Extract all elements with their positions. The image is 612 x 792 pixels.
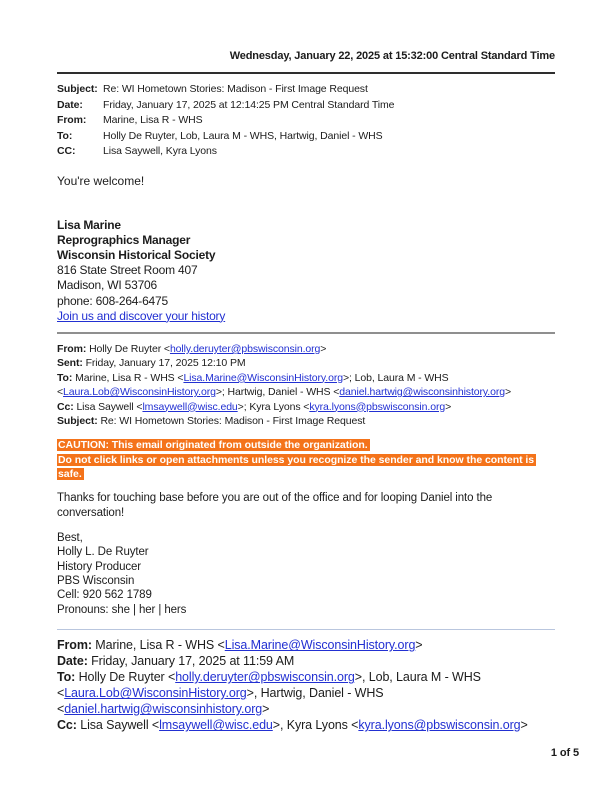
from-text-end: > [320,342,327,355]
subject-label: Subject: [57,414,98,427]
cc-text-2: >, Kyra Lyons < [272,718,359,733]
email-link[interactable]: holly.deruyter@pbswisconsin.org [169,342,321,355]
meta-value-date: Friday, January 17, 2025 at 12:14:25 PM Central Standard Time [103,98,395,111]
caution-line-1: CAUTION: This email originated from outside the organization. [58,439,368,452]
cc-label: Cc: [57,400,74,413]
meta-value-from: Marine, Lisa R - WHS [103,114,203,126]
from-text: Holly De Ruyter < [86,342,170,355]
signature-address-line1: 816 State Street Room 407 [57,263,198,278]
signature-closing: Best, [57,531,83,544]
quoted1-from-line [57,342,555,356]
cc-text-1: Lisa Saywell < [76,718,160,733]
to-text-4: > [504,386,512,399]
divider-light [57,629,555,630]
email-link[interactable]: holly.deruyter@pbswisconsin.org [175,670,355,685]
cc-text-2: >; Kyra Lyons < [237,400,310,413]
quoted2-to-line [57,669,555,717]
to-label: To: [57,670,76,685]
to-text-1: Marine, Lisa R - WHS < [72,371,184,384]
page-number: 1 of 5 [550,747,579,759]
meta-value-to: Holly De Ruyter, Lob, Laura M - WHS, Hartwig, Daniel - WHS [103,129,383,142]
sent-label: Sent: [57,357,83,370]
meta-value-subject: Re: WI Hometown Stories: Madison - First Image Request [103,83,368,95]
meta-row-from [57,113,394,129]
email-link[interactable]: daniel.hartwig@wisconsinhistory.org [64,702,263,717]
subject-text: Re: WI Hometown Stories: Madison - First Image Request [97,414,366,427]
to-text-3: >; Hartwig, Daniel - WHS < [215,386,340,399]
message-body: Thanks for touching base before you are out of the office and for looping Daniel into the conversation! [57,491,493,519]
quoted-email-header-1 [57,342,555,428]
to-text-3: >, Hartwig, Daniel - WHS < [57,686,384,717]
quoted2-cc-line [57,717,555,733]
meta-label-to: To: [57,129,73,142]
email-link[interactable]: kyra.lyons@pbswisconsin.org [309,400,446,413]
from-label: From: [57,638,92,653]
quoted2-from-line [57,637,555,653]
email-link[interactable]: Laura.Lob@WisconsinHistory.org [63,386,216,399]
email-link[interactable]: daniel.hartwig@wisconsinhistory.org [339,386,505,399]
email-link[interactable]: lmsaywell@wisc.edu [142,400,238,413]
meta-row-cc [57,144,394,160]
quoted1-subject-line [57,414,555,428]
signature-name: Lisa Marine [57,217,121,232]
email-link[interactable]: Laura.Lob@WisconsinHistory.org [64,686,247,701]
from-text: Marine, Lisa R - WHS < [91,638,225,653]
cc-text-1: Lisa Saywell < [73,400,143,413]
caution-banner [57,438,555,482]
to-text-4: > [262,702,270,717]
to-label: To: [57,371,73,384]
quoted1-cc-line [57,400,555,414]
to-text-1: Holly De Ruyter < [75,670,176,685]
quoted1-to-line [57,371,555,400]
meta-row-subject [57,82,394,98]
discover-history-link[interactable]: Join us and discover your history [57,308,226,323]
meta-label-subject: Subject: [57,83,98,95]
quoted-email-header-2 [57,637,555,733]
date-text: Friday, January 17, 2025 at 11:59 AM [87,654,295,669]
meta-row-date [57,98,394,114]
signature-lisa-marine [57,218,555,324]
print-timestamp: Wednesday, January 22, 2025 at 15:32:00 Central Standard Time [229,50,555,62]
to-text-2: >, Lob, Laura M - WHS < [57,670,481,701]
signature-pronouns: Pronouns: she | her | hers [57,603,187,616]
signature-title: History Producer [57,560,142,573]
greeting-text: You're welcome! [57,173,145,188]
from-text-end: > [415,638,423,653]
divider-dark [57,72,555,74]
quoted2-date-line [57,653,555,669]
meta-label-from: From: [57,114,87,126]
sent-text: Friday, January 17, 2025 12:10 PM [82,357,246,370]
cc-text-3: > [445,400,452,413]
signature-phone: phone: 608-264-6475 [57,293,168,308]
signature-name: Holly L. De Ruyter [57,546,149,559]
cc-text-3: > [520,718,528,733]
meta-value-cc: Lisa Saywell, Kyra Lyons [103,145,217,157]
signature-org: Wisconsin Historical Society [57,247,216,262]
email-link[interactable]: Lisa.Marine@WisconsinHistory.org [224,638,416,653]
meta-label-cc: CC: [57,145,76,157]
email-link[interactable]: kyra.lyons@pbswisconsin.org [358,718,521,733]
meta-row-to [57,129,394,145]
signature-title: Reprographics Manager [57,232,191,247]
quoted1-sent-line [57,356,555,370]
email-header-table [57,82,394,160]
cc-label: Cc: [57,718,77,733]
signature-holly-deruyter [57,531,555,617]
email-link[interactable]: lmsaywell@wisc.edu [159,718,273,733]
signature-org: PBS Wisconsin [57,575,135,588]
to-text-2: >; Lob, Laura M - WHS < [57,371,449,399]
from-label: From: [57,342,87,355]
caution-line-2: Do not click links or open attachments unless you recognize the sender and know the content is safe. [58,453,535,481]
signature-address-line2: Madison, WI 53706 [57,278,157,293]
email-link[interactable]: Lisa.Marine@WisconsinHistory.org [183,371,343,384]
meta-label-date: Date: [57,98,83,111]
date-label: Date: [57,654,88,669]
signature-cell: Cell: 920 562 1789 [57,589,152,602]
divider-gray [57,332,555,334]
